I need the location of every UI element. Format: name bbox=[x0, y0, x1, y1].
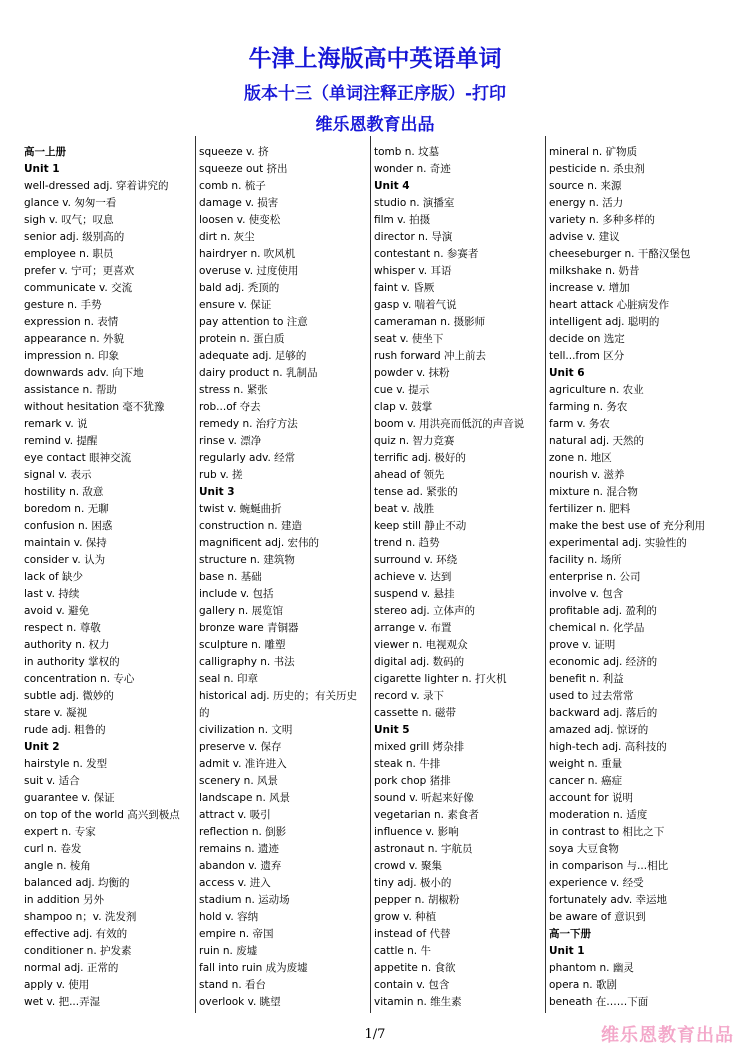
vocab-entry: eye contact 眼神交流 bbox=[24, 452, 132, 464]
vocab-entry: loosen v. 使变松 bbox=[199, 214, 281, 226]
vocab-entry: historical adj. 历史的；有关历史 bbox=[199, 690, 357, 702]
vocab-entry: account for 说明 bbox=[549, 792, 633, 804]
vocab-column-3 bbox=[374, 144, 544, 1011]
vocab-entry: high-tech adj. 高科技的 bbox=[549, 741, 667, 753]
vocab-entry: appearance n. 外貌 bbox=[24, 333, 124, 345]
vocab-entry: stereo adj. 立体声的 bbox=[374, 605, 476, 617]
vocab-entry: phantom n. 幽灵 bbox=[549, 962, 634, 974]
vocab-entry: sigh v. 叹气；叹息 bbox=[24, 214, 114, 226]
vocab-entry: arrange v. 布置 bbox=[374, 622, 452, 634]
vocab-entry: farming n. 务农 bbox=[549, 401, 628, 413]
vocab-entry: assistance n. 帮助 bbox=[24, 384, 117, 396]
vocab-entry: pesticide n. 杀虫剂 bbox=[549, 163, 645, 175]
vocab-entry: hairstyle n. 发型 bbox=[24, 758, 108, 770]
vocab-entry: remains n. 遗迹 bbox=[199, 843, 279, 855]
vocab-entry: communicate v. 交流 bbox=[24, 282, 133, 294]
vocab-entry: stand n. 看台 bbox=[199, 979, 267, 991]
vocab-entry: bald adj. 秃顶的 bbox=[199, 282, 280, 294]
vocab-entry: contestant n. 参赛者 bbox=[374, 248, 479, 260]
vocab-entry: ahead of 领先 bbox=[374, 469, 445, 481]
vocab-entry: gesture n. 手势 bbox=[24, 299, 102, 311]
vocab-entry: beneath 在……下面 bbox=[549, 996, 649, 1008]
vocab-entry: in contrast to 相比之下 bbox=[549, 826, 665, 838]
vocab-entry: farm v. 务农 bbox=[549, 418, 610, 430]
vocab-entry: rude adj. 粗鲁的 bbox=[24, 724, 106, 736]
vocab-entry: moderation n. 适度 bbox=[549, 809, 648, 821]
vocab-entry: seal n. 印章 bbox=[199, 673, 258, 685]
vocab-entry: trend n. 趋势 bbox=[374, 537, 440, 549]
vocab-entry: crowd v. 聚集 bbox=[374, 860, 442, 872]
vocab-entry: heart attack 心脏病发作 bbox=[549, 299, 670, 311]
vocab-entry: 的 bbox=[199, 707, 210, 719]
vocab-entry: cameraman n. 摄影师 bbox=[374, 316, 486, 328]
vocab-entry: apply v. 使用 bbox=[24, 979, 90, 991]
vocab-entry: remedy n. 治疗方法 bbox=[199, 418, 298, 430]
vocab-entry: keep still 静止不动 bbox=[374, 520, 467, 532]
vocab-entry: opera n. 歌剧 bbox=[549, 979, 617, 991]
vocab-entry: amazed adj. 惊讶的 bbox=[549, 724, 649, 736]
vocab-entry: director n. 导演 bbox=[374, 231, 453, 243]
vocab-entry: remind v. 提醒 bbox=[24, 435, 98, 447]
section-heading: Unit 1 bbox=[24, 163, 60, 175]
vocab-entry: fall into ruin 成为废墟 bbox=[199, 962, 308, 974]
vocab-entry: in authority 掌权的 bbox=[24, 656, 120, 668]
vocab-entry: cancer n. 癌症 bbox=[549, 775, 623, 787]
vocab-entry: soya 大豆食物 bbox=[549, 843, 619, 855]
vocab-entry: without hesitation 毫不犹豫 bbox=[24, 401, 165, 413]
vocab-entry: cigarette lighter n. 打火机 bbox=[374, 673, 507, 685]
vocab-entry: hold v. 容纳 bbox=[199, 911, 259, 923]
vocab-entry: stare v. 凝视 bbox=[24, 707, 87, 719]
vocab-entry: senior adj. 级别高的 bbox=[24, 231, 125, 243]
vocab-entry: rush forward 冲上前去 bbox=[374, 350, 487, 362]
vocab-entry: calligraphy n. 书法 bbox=[199, 656, 295, 668]
vocab-entry: overlook v. 眺望 bbox=[199, 996, 281, 1008]
vocab-entry: hostility n. 敌意 bbox=[24, 486, 104, 498]
vocab-entry: beat v. 战胜 bbox=[374, 503, 435, 515]
title-block bbox=[0, 44, 750, 136]
vocab-entry: employee n. 职员 bbox=[24, 248, 114, 260]
vocab-entry: fortunately adv. 幸运地 bbox=[549, 894, 668, 906]
vocab-entry: comb n. 梳子 bbox=[199, 180, 266, 192]
vocab-entry: balanced adj. 均衡的 bbox=[24, 877, 130, 889]
vocab-entry: access v. 进入 bbox=[199, 877, 271, 889]
vocab-entry: mixed grill 烤杂排 bbox=[374, 741, 465, 753]
vocab-entry: benefit n. 利益 bbox=[549, 673, 624, 685]
publisher-line: 维乐恩教育出品 bbox=[315, 115, 435, 135]
vocab-entry: fertilizer n. 肥料 bbox=[549, 503, 631, 515]
vocab-entry: landscape n. 风景 bbox=[199, 792, 291, 804]
vocab-entry: squeeze v. 挤 bbox=[199, 146, 269, 158]
vocab-entry: confusion n. 困惑 bbox=[24, 520, 113, 532]
watermark-logo: 维乐恩教育出品 bbox=[601, 1025, 734, 1046]
vocab-entry: include v. 包括 bbox=[199, 588, 274, 600]
vocab-entry: agriculture n. 农业 bbox=[549, 384, 644, 396]
vocab-entry: experimental adj. 实验性的 bbox=[549, 537, 687, 549]
vocab-entry: prefer v. 宁可；更喜欢 bbox=[24, 265, 135, 277]
section-heading: Unit 6 bbox=[549, 367, 585, 379]
vocab-entry: rob...of 夺去 bbox=[199, 401, 261, 413]
vocab-entry: admit v. 准许进入 bbox=[199, 758, 287, 770]
vocab-entry: dirt n. 灰尘 bbox=[199, 231, 255, 243]
vocab-entry: impression n. 印象 bbox=[24, 350, 119, 362]
vocab-entry: suspend v. 悬挂 bbox=[374, 588, 455, 600]
document-title: 牛津上海版高中英语单词 bbox=[248, 46, 502, 72]
vocab-entry: in comparison 与...相比 bbox=[549, 860, 669, 872]
vocab-entry: wet v. 把...弄湿 bbox=[24, 996, 101, 1008]
vocab-entry: whisper v. 耳语 bbox=[374, 265, 452, 277]
vocab-entry: sculpture n. 雕塑 bbox=[199, 639, 286, 651]
vocab-entry: record v. 录下 bbox=[374, 690, 444, 702]
vocab-entry: boredom n. 无聊 bbox=[24, 503, 109, 515]
section-heading: 高一上册 bbox=[24, 146, 66, 158]
vocab-entry: on top of the world 高兴到极点 bbox=[24, 809, 180, 821]
vocab-entry: construction n. 建造 bbox=[199, 520, 302, 532]
vocab-entry: prove v. 证明 bbox=[549, 639, 616, 651]
vocab-entry: ruin n. 废墟 bbox=[199, 945, 258, 957]
vocab-entry: magnificent adj. 宏伟的 bbox=[199, 537, 320, 549]
vocab-entry: structure n. 建筑物 bbox=[199, 554, 295, 566]
vocab-entry: profitable adj. 盈利的 bbox=[549, 605, 657, 617]
vocab-entry: ensure v. 保证 bbox=[199, 299, 272, 311]
vocab-entry: regularly adv. 经常 bbox=[199, 452, 296, 464]
vocab-entry: empire n. 帝国 bbox=[199, 928, 274, 940]
vocab-entry: mineral n. 矿物质 bbox=[549, 146, 638, 158]
vocab-entry: advise v. 建议 bbox=[549, 231, 620, 243]
vocab-entry: twist v. 蜿蜒曲折 bbox=[199, 503, 282, 515]
vocab-entry: expert n. 专家 bbox=[24, 826, 96, 838]
vocab-entry: remark v. 说 bbox=[24, 418, 88, 430]
vocab-entry: conditioner n. 护发素 bbox=[24, 945, 132, 957]
vocab-entry: avoid v. 避免 bbox=[24, 605, 90, 617]
vocab-entry: viewer n. 电视观众 bbox=[374, 639, 468, 651]
vocab-entry: tell...from 区分 bbox=[549, 350, 625, 362]
vocab-entry: lack of 缺少 bbox=[24, 571, 84, 583]
vocab-entry: energy n. 活力 bbox=[549, 197, 624, 209]
vocab-entry: pork chop 猪排 bbox=[374, 775, 451, 787]
vocab-entry: cassette n. 磁带 bbox=[374, 707, 456, 719]
vocab-entry: zone n. 地区 bbox=[549, 452, 612, 464]
vocab-entry: tiny adj. 极小的 bbox=[374, 877, 452, 889]
vocab-entry: abandon v. 遗弃 bbox=[199, 860, 282, 872]
vocab-entry: variety n. 多种多样的 bbox=[549, 214, 655, 226]
vocab-entry: bronze ware 青铜器 bbox=[199, 622, 299, 634]
section-heading: Unit 5 bbox=[374, 724, 410, 736]
vocab-entry: consider v. 认为 bbox=[24, 554, 106, 566]
vocab-entry: powder v. 抹粉 bbox=[374, 367, 450, 379]
section-heading: Unit 3 bbox=[199, 486, 235, 498]
vocab-entry: well-dressed adj. 穿着讲究的 bbox=[24, 180, 169, 192]
vocab-entry: mixture n. 混合物 bbox=[549, 486, 638, 498]
section-heading: Unit 1 bbox=[549, 945, 585, 957]
vocab-entry: backward adj. 落后的 bbox=[549, 707, 658, 719]
vocab-entry: experience v. 经受 bbox=[549, 877, 644, 889]
vocab-column-1 bbox=[24, 144, 194, 1011]
document-subtitle: 版本十三（单词注释正序版）-打印 bbox=[243, 84, 507, 104]
vocab-entry: last v. 持续 bbox=[24, 588, 80, 600]
vocab-entry: downwards adv. 向下地 bbox=[24, 367, 144, 379]
vocab-column-4 bbox=[549, 144, 719, 1011]
section-heading: Unit 2 bbox=[24, 741, 60, 753]
vocab-entry: digital adj. 数码的 bbox=[374, 656, 465, 668]
vocab-entry: make the best use of 充分利用 bbox=[549, 520, 706, 532]
vocab-entry: stadium n. 运动场 bbox=[199, 894, 290, 906]
vocab-entry: surround v. 环绕 bbox=[374, 554, 458, 566]
vocab-entry: steak n. 牛排 bbox=[374, 758, 441, 770]
vocab-entry: be aware of 意识到 bbox=[549, 911, 646, 923]
vocab-entry: boom v. 用洪亮而低沉的声音说 bbox=[374, 418, 525, 430]
vocab-entry: subtle adj. 微妙的 bbox=[24, 690, 114, 702]
vocab-entry: quiz n. 智力竞赛 bbox=[374, 435, 455, 447]
vocab-entry: rub v. 搓 bbox=[199, 469, 243, 481]
column-divider bbox=[545, 136, 546, 1013]
vocab-entry: normal adj. 正常的 bbox=[24, 962, 119, 974]
vocab-entry: stress n. 紧张 bbox=[199, 384, 268, 396]
column-divider bbox=[195, 136, 196, 1013]
vocab-entry: rinse v. 漂净 bbox=[199, 435, 262, 447]
vocab-entry: attract v. 吸引 bbox=[199, 809, 271, 821]
vocab-entry: tense ad. 紧张的 bbox=[374, 486, 458, 498]
vocab-entry: astronaut n. 宇航员 bbox=[374, 843, 473, 855]
vocab-entry: glance v. 匆匆一看 bbox=[24, 197, 117, 209]
vocab-entry: achieve v. 达到 bbox=[374, 571, 452, 583]
vocab-entry: source n. 来源 bbox=[549, 180, 622, 192]
section-heading: 高一下册 bbox=[549, 928, 591, 940]
vocab-entry: economic adj. 经济的 bbox=[549, 656, 658, 668]
vocab-entry: clap v. 鼓掌 bbox=[374, 401, 433, 413]
vocab-entry: authority n. 权力 bbox=[24, 639, 110, 651]
vocab-entry: faint v. 昏厥 bbox=[374, 282, 435, 294]
vocab-entry: natural adj. 天然的 bbox=[549, 435, 645, 447]
vocab-entry: gallery n. 展览馆 bbox=[199, 605, 284, 617]
vocab-entry: respect n. 尊敬 bbox=[24, 622, 101, 634]
section-heading: Unit 4 bbox=[374, 180, 410, 192]
vocab-entry: cattle n. 牛 bbox=[374, 945, 431, 957]
vocab-entry: vegetarian n. 素食者 bbox=[374, 809, 479, 821]
vocab-entry: intelligent adj. 聪明的 bbox=[549, 316, 660, 328]
page-number: 1/7 bbox=[364, 1027, 386, 1042]
vocab-entry: seat v. 使坐下 bbox=[374, 333, 444, 345]
column-divider bbox=[370, 136, 371, 1013]
vocab-entry: cue v. 提示 bbox=[374, 384, 430, 396]
vocab-entry: grow v. 种植 bbox=[374, 911, 437, 923]
vocab-entry: increase v. 增加 bbox=[549, 282, 630, 294]
vocab-entry: in addition 另外 bbox=[24, 894, 105, 906]
vocab-entry: curl n. 卷发 bbox=[24, 843, 82, 855]
vocab-entry: signal v. 表示 bbox=[24, 469, 92, 481]
vocab-entry: expression n. 表情 bbox=[24, 316, 119, 328]
vocab-entry: tomb n. 坟墓 bbox=[374, 146, 440, 158]
vocab-entry: milkshake n. 奶昔 bbox=[549, 265, 640, 277]
vocab-entry: wonder n. 奇迹 bbox=[374, 163, 451, 175]
vocab-column-2 bbox=[199, 144, 369, 1011]
vocab-entry: studio n. 演播室 bbox=[374, 197, 455, 209]
vocab-entry: pepper n. 胡椒粉 bbox=[374, 894, 460, 906]
vocab-entry: contain v. 包含 bbox=[374, 979, 450, 991]
vocab-entry: appetite n. 食欲 bbox=[374, 962, 456, 974]
vocab-entry: gasp v. 喘着气说 bbox=[374, 299, 457, 311]
vocab-entry: decide on 选定 bbox=[549, 333, 625, 345]
vocab-entry: effective adj. 有效的 bbox=[24, 928, 128, 940]
vocab-entry: adequate adj. 足够的 bbox=[199, 350, 307, 362]
vocab-entry: concentration n. 专心 bbox=[24, 673, 135, 685]
vocab-entry: terrific adj. 极好的 bbox=[374, 452, 466, 464]
vocab-entry: facility n. 场所 bbox=[549, 554, 622, 566]
vocab-entry: overuse v. 过度使用 bbox=[199, 265, 299, 277]
vocab-entry: protein n. 蛋白质 bbox=[199, 333, 285, 345]
vocab-entry: chemical n. 化学品 bbox=[549, 622, 645, 634]
vocab-entry: base n. 基础 bbox=[199, 571, 262, 583]
vocab-entry: maintain v. 保持 bbox=[24, 537, 107, 549]
vocab-entry: scenery n. 风景 bbox=[199, 775, 279, 787]
vocab-entry: civilization n. 文明 bbox=[199, 724, 293, 736]
vocab-entry: vitamin n. 维生素 bbox=[374, 996, 462, 1008]
vocab-entry: shampoo n；v. 洗发剂 bbox=[24, 911, 137, 923]
vocab-entry: angle n. 棱角 bbox=[24, 860, 91, 872]
vocab-entry: nourish v. 滋养 bbox=[549, 469, 625, 481]
vocab-entry: cheeseburger n. 干酪汉堡包 bbox=[549, 248, 691, 260]
vocab-entry: weight n. 重量 bbox=[549, 758, 623, 770]
vocab-entry: damage v. 损害 bbox=[199, 197, 279, 209]
vocab-entry: used to 过去常常 bbox=[549, 690, 634, 702]
vocab-entry: film v. 拍摄 bbox=[374, 214, 431, 226]
vocab-entry: squeeze out 挤出 bbox=[199, 163, 288, 175]
vocab-entry: suit v. 适合 bbox=[24, 775, 80, 787]
vocab-entry: dairy product n. 乳制品 bbox=[199, 367, 318, 379]
vocab-entry: reflection n. 倒影 bbox=[199, 826, 287, 838]
vocab-entry: preserve v. 保存 bbox=[199, 741, 282, 753]
vocab-entry: enterprise n. 公司 bbox=[549, 571, 641, 583]
vocab-entry: pay attention to 注意 bbox=[199, 316, 308, 328]
vocab-entry: instead of 代替 bbox=[374, 928, 451, 940]
vocab-entry: guarantee v. 保证 bbox=[24, 792, 115, 804]
vocab-entry: involve v. 包含 bbox=[549, 588, 624, 600]
vocab-entry: hairdryer n. 吹风机 bbox=[199, 248, 296, 260]
vocab-entry: influence v. 影响 bbox=[374, 826, 459, 838]
vocab-entry: sound v. 听起来好像 bbox=[374, 792, 474, 804]
